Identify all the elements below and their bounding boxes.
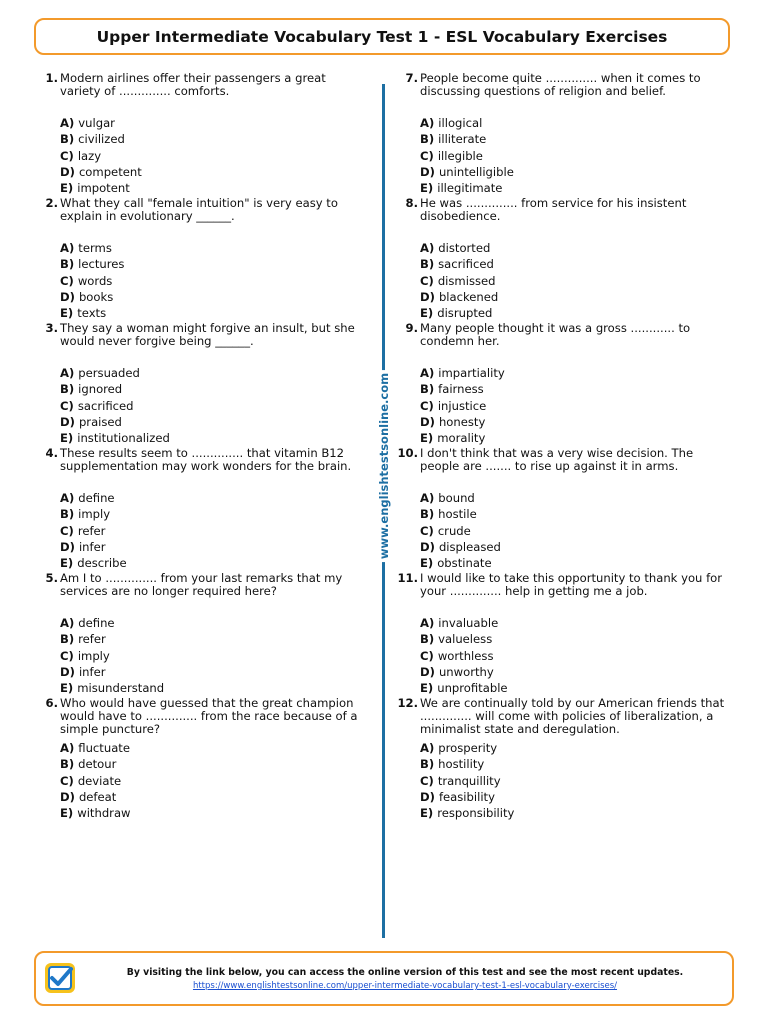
option-text: lazy [77, 148, 102, 163]
question-text: I don't think that was a very wise decision. The people are ....... to rise up against it in arms. [420, 446, 694, 473]
option-letter: C) [420, 273, 434, 288]
question-number: 10. [397, 446, 418, 460]
option-text: worthless [437, 648, 494, 663]
page-title-box [34, 18, 730, 55]
answer-option[interactable] [420, 115, 726, 131]
question-number: 2. [45, 196, 58, 210]
option-letter: D) [60, 289, 75, 304]
option-text: fairness [438, 382, 484, 397]
option-text: deviate [77, 773, 122, 788]
answer-option[interactable] [420, 490, 726, 506]
question-item [396, 447, 726, 571]
option-text: illegitimate [437, 181, 503, 196]
question-text: He was .............. from service for his insistent disobedience. [420, 196, 687, 223]
answer-option[interactable] [60, 273, 366, 289]
question-number: 6. [45, 696, 58, 710]
answer-option[interactable] [420, 398, 726, 414]
option-letter: E) [60, 681, 74, 696]
site-watermark-text: www.englishtestsonline.com [371, 370, 397, 562]
option-text: sacrificed [77, 398, 134, 413]
option-text: illogical [438, 116, 483, 130]
answer-option[interactable] [420, 240, 726, 256]
option-letter: A) [420, 366, 435, 380]
answer-option[interactable] [60, 398, 366, 414]
option-text: sacrificed [438, 257, 494, 272]
option-text: unintelligible [438, 164, 514, 179]
option-text: disrupted [437, 306, 493, 321]
option-text: civilized [78, 132, 125, 147]
option-text: institutionalized [77, 431, 170, 446]
option-letter: B) [60, 507, 75, 522]
option-text: unworthy [438, 664, 494, 679]
option-text: illegible [437, 148, 483, 163]
option-letter: C) [60, 523, 74, 538]
option-letter: D) [420, 664, 435, 679]
page-title: Upper Intermediate Vocabulary Test 1 - ESL Vocabulary Exercises [96, 27, 668, 46]
answer-option[interactable] [420, 381, 726, 397]
option-text: infer [78, 539, 106, 554]
option-letter: E) [420, 181, 434, 196]
option-letter: A) [420, 241, 435, 255]
option-letter: A) [60, 616, 75, 630]
option-letter: D) [60, 664, 75, 679]
option-text: injustice [437, 398, 487, 413]
option-text: tranquillity [437, 773, 501, 788]
answer-option[interactable] [420, 256, 726, 272]
option-text: blackened [438, 289, 499, 304]
option-letter: E) [420, 681, 434, 696]
answer-option[interactable] [60, 631, 366, 647]
option-text: illiterate [438, 132, 487, 147]
option-text: obstinate [437, 556, 492, 571]
question-text: These results seem to .............. that vitamin B12 supplementation may work wonders for the brain. [60, 446, 352, 473]
answer-options [60, 115, 366, 196]
option-letter: C) [60, 273, 74, 288]
answer-option[interactable] [420, 273, 726, 289]
footer-link[interactable]: https://www.englishtestsonline.com/upper-intermediate-vocabulary-test-1-esl-vocabulary-exercises/ [192, 981, 618, 991]
option-text: withdraw [77, 806, 131, 821]
option-text: lectures [78, 257, 125, 272]
answer-options [420, 740, 726, 821]
option-letter: D) [60, 414, 75, 429]
question-item [396, 197, 726, 321]
answer-option[interactable] [60, 414, 366, 430]
option-letter: C) [60, 398, 74, 413]
option-text: feasibility [438, 789, 495, 804]
option-letter: B) [420, 757, 435, 772]
option-letter: C) [60, 148, 74, 163]
answer-option[interactable] [420, 131, 726, 147]
option-letter: C) [60, 773, 74, 788]
option-text: bound [438, 491, 475, 505]
question-text: Am I to .............. from your last remarks that my services are no longer required here? [60, 571, 343, 598]
question-item [36, 72, 366, 196]
option-text: valueless [438, 632, 493, 647]
question-number: 8. [405, 196, 418, 210]
option-letter: E) [60, 806, 74, 821]
answer-option[interactable] [420, 289, 726, 305]
option-letter: D) [60, 789, 75, 804]
question-text: I would like to take this opportunity to thank you for your .............. help in getting me a job. [420, 571, 723, 598]
answer-option[interactable] [420, 555, 726, 571]
option-text: invaluable [438, 616, 499, 630]
answer-option[interactable] [420, 756, 726, 772]
option-text: imply [77, 648, 110, 663]
option-letter: A) [60, 241, 75, 255]
option-letter: D) [420, 539, 435, 554]
question-item [396, 572, 726, 696]
answer-option[interactable] [420, 148, 726, 164]
option-letter: B) [60, 132, 75, 147]
option-letter: E) [420, 806, 434, 821]
option-text: texts [77, 306, 107, 321]
question-text: Modern airlines offer their passengers a great variety of .............. comforts. [60, 71, 326, 98]
question-item [36, 697, 366, 821]
option-text: misunderstand [77, 681, 165, 696]
option-letter: D) [420, 414, 435, 429]
option-text: detour [78, 757, 117, 772]
checkbox-check-icon [44, 962, 76, 994]
option-text: books [78, 289, 114, 304]
option-letter: E) [420, 306, 434, 321]
answer-option[interactable] [420, 789, 726, 805]
option-text: displeased [438, 539, 501, 554]
answer-option[interactable] [60, 615, 366, 631]
option-text: morality [437, 431, 486, 446]
option-text: refer [78, 632, 106, 647]
answer-option[interactable] [420, 414, 726, 430]
answer-option[interactable] [420, 680, 726, 696]
question-text: They say a woman might forgive an insult, but she would never forgive being ______. [60, 321, 355, 348]
answer-option[interactable] [420, 740, 726, 756]
answer-option[interactable] [420, 506, 726, 522]
option-letter: B) [420, 507, 435, 522]
answer-option[interactable] [60, 164, 366, 180]
option-text: define [78, 491, 115, 505]
option-text: responsibility [437, 806, 515, 821]
option-letter: B) [60, 257, 75, 272]
option-letter: D) [420, 789, 435, 804]
option-letter: A) [60, 366, 75, 380]
option-letter: A) [60, 116, 75, 130]
answer-options [60, 615, 366, 696]
answer-option[interactable] [60, 148, 366, 164]
answer-option[interactable] [60, 490, 366, 506]
answer-options [420, 490, 726, 571]
footer-box [34, 951, 734, 1006]
question-text: What they call "female intuition" is very easy to explain in evolutionary ______. [60, 196, 338, 223]
option-letter: E) [420, 431, 434, 446]
option-text: ignored [78, 382, 123, 397]
answer-option[interactable] [60, 131, 366, 147]
answer-options [420, 240, 726, 321]
answer-option[interactable] [60, 115, 366, 131]
answer-option[interactable] [60, 773, 366, 789]
option-letter: B) [60, 632, 75, 647]
question-item [36, 322, 366, 446]
option-letter: E) [60, 431, 74, 446]
option-letter: C) [60, 648, 74, 663]
answer-option[interactable] [420, 773, 726, 789]
question-number: 7. [405, 71, 418, 85]
answer-option[interactable] [420, 631, 726, 647]
option-letter: E) [420, 556, 434, 571]
option-letter: B) [60, 757, 75, 772]
answer-option[interactable] [420, 615, 726, 631]
option-text: impotent [77, 181, 130, 196]
option-letter: C) [420, 648, 434, 663]
question-number: 4. [45, 446, 58, 460]
option-letter: C) [420, 398, 434, 413]
option-letter: D) [60, 164, 75, 179]
option-text: hostile [438, 507, 477, 522]
answer-option[interactable] [420, 539, 726, 555]
option-letter: A) [420, 116, 435, 130]
option-text: crude [437, 523, 471, 538]
answer-option[interactable] [420, 305, 726, 321]
answer-options [60, 740, 366, 821]
question-item [396, 72, 726, 196]
answer-option[interactable] [60, 648, 366, 664]
answer-option[interactable] [420, 805, 726, 821]
question-text: We are continually told by our American friends that .............. will come with policies of liberalization, a minimalist state and deregulation. [420, 696, 725, 736]
question-item [36, 447, 366, 571]
answer-option[interactable] [60, 555, 366, 571]
option-letter: A) [420, 491, 435, 505]
question-text: People become quite .............. when it comes to discussing questions of religion and belief. [420, 71, 701, 98]
question-number: 3. [45, 321, 58, 335]
option-letter: D) [420, 289, 435, 304]
option-text: honesty [438, 414, 486, 429]
answer-option[interactable] [60, 740, 366, 756]
option-letter: B) [420, 132, 435, 147]
option-letter: C) [420, 523, 434, 538]
answer-option[interactable] [60, 289, 366, 305]
question-item [396, 322, 726, 446]
option-text: describe [77, 556, 127, 571]
question-item [36, 197, 366, 321]
option-text: terms [78, 241, 112, 255]
option-letter: A) [60, 741, 75, 755]
answer-option[interactable] [60, 256, 366, 272]
answer-option[interactable] [60, 680, 366, 696]
answer-option[interactable] [60, 381, 366, 397]
option-text: defeat [78, 789, 117, 804]
answer-option[interactable] [420, 180, 726, 196]
answer-option[interactable] [60, 180, 366, 196]
answer-option[interactable] [420, 648, 726, 664]
option-text: infer [78, 664, 106, 679]
option-letter: C) [420, 773, 434, 788]
option-text: persuaded [78, 366, 140, 380]
answer-option[interactable] [60, 539, 366, 555]
footer-notice: By visiting the link below, you can access the online version of this test and see the most recent updates. [126, 967, 684, 978]
question-text: Many people thought it was a gross ............ to condemn her. [420, 321, 691, 348]
option-text: refer [77, 523, 106, 538]
question-number: 12. [397, 696, 418, 710]
option-text: prosperity [438, 741, 498, 755]
answer-option[interactable] [60, 664, 366, 680]
option-letter: D) [420, 164, 435, 179]
option-text: competent [78, 164, 142, 179]
answer-option[interactable] [60, 365, 366, 381]
option-letter: E) [60, 556, 74, 571]
answer-option[interactable] [420, 365, 726, 381]
option-letter: B) [420, 632, 435, 647]
answer-option[interactable] [60, 789, 366, 805]
answer-options [420, 615, 726, 696]
question-item [396, 697, 726, 821]
option-letter: A) [60, 491, 75, 505]
question-text: Who would have guessed that the great champion would have to .............. from the race because of a simple puncture? [60, 696, 358, 736]
answer-option[interactable] [60, 756, 366, 772]
option-text: dismissed [437, 273, 496, 288]
answer-options [60, 240, 366, 321]
option-text: hostility [438, 757, 485, 772]
option-text: impartiality [438, 366, 505, 380]
option-text: vulgar [78, 116, 115, 130]
option-letter: A) [420, 616, 435, 630]
question-number: 9. [405, 321, 418, 335]
option-text: distorted [438, 241, 491, 255]
answer-option[interactable] [60, 430, 366, 446]
answer-options [420, 115, 726, 196]
option-text: praised [78, 414, 122, 429]
question-number: 11. [397, 571, 418, 585]
answer-option[interactable] [420, 523, 726, 539]
answer-option[interactable] [420, 430, 726, 446]
answer-option[interactable] [60, 805, 366, 821]
answer-option[interactable] [420, 164, 726, 180]
answer-option[interactable] [60, 240, 366, 256]
option-text: define [78, 616, 115, 630]
option-letter: E) [60, 181, 74, 196]
question-number: 1. [45, 71, 58, 85]
answer-options [60, 365, 366, 446]
question-item [36, 572, 366, 696]
option-letter: A) [420, 741, 435, 755]
answer-option[interactable] [60, 305, 366, 321]
option-letter: B) [60, 382, 75, 397]
option-text: unprofitable [437, 681, 508, 696]
option-text: words [77, 273, 113, 288]
answer-option[interactable] [60, 506, 366, 522]
answer-option[interactable] [420, 664, 726, 680]
option-letter: D) [60, 539, 75, 554]
option-text: imply [78, 507, 111, 522]
question-number: 5. [45, 571, 58, 585]
option-letter: E) [60, 306, 74, 321]
answer-options [420, 365, 726, 446]
answer-option[interactable] [60, 523, 366, 539]
answer-options [60, 490, 366, 571]
option-text: fluctuate [78, 741, 130, 755]
option-letter: C) [420, 148, 434, 163]
option-letter: B) [420, 382, 435, 397]
option-letter: B) [420, 257, 435, 272]
